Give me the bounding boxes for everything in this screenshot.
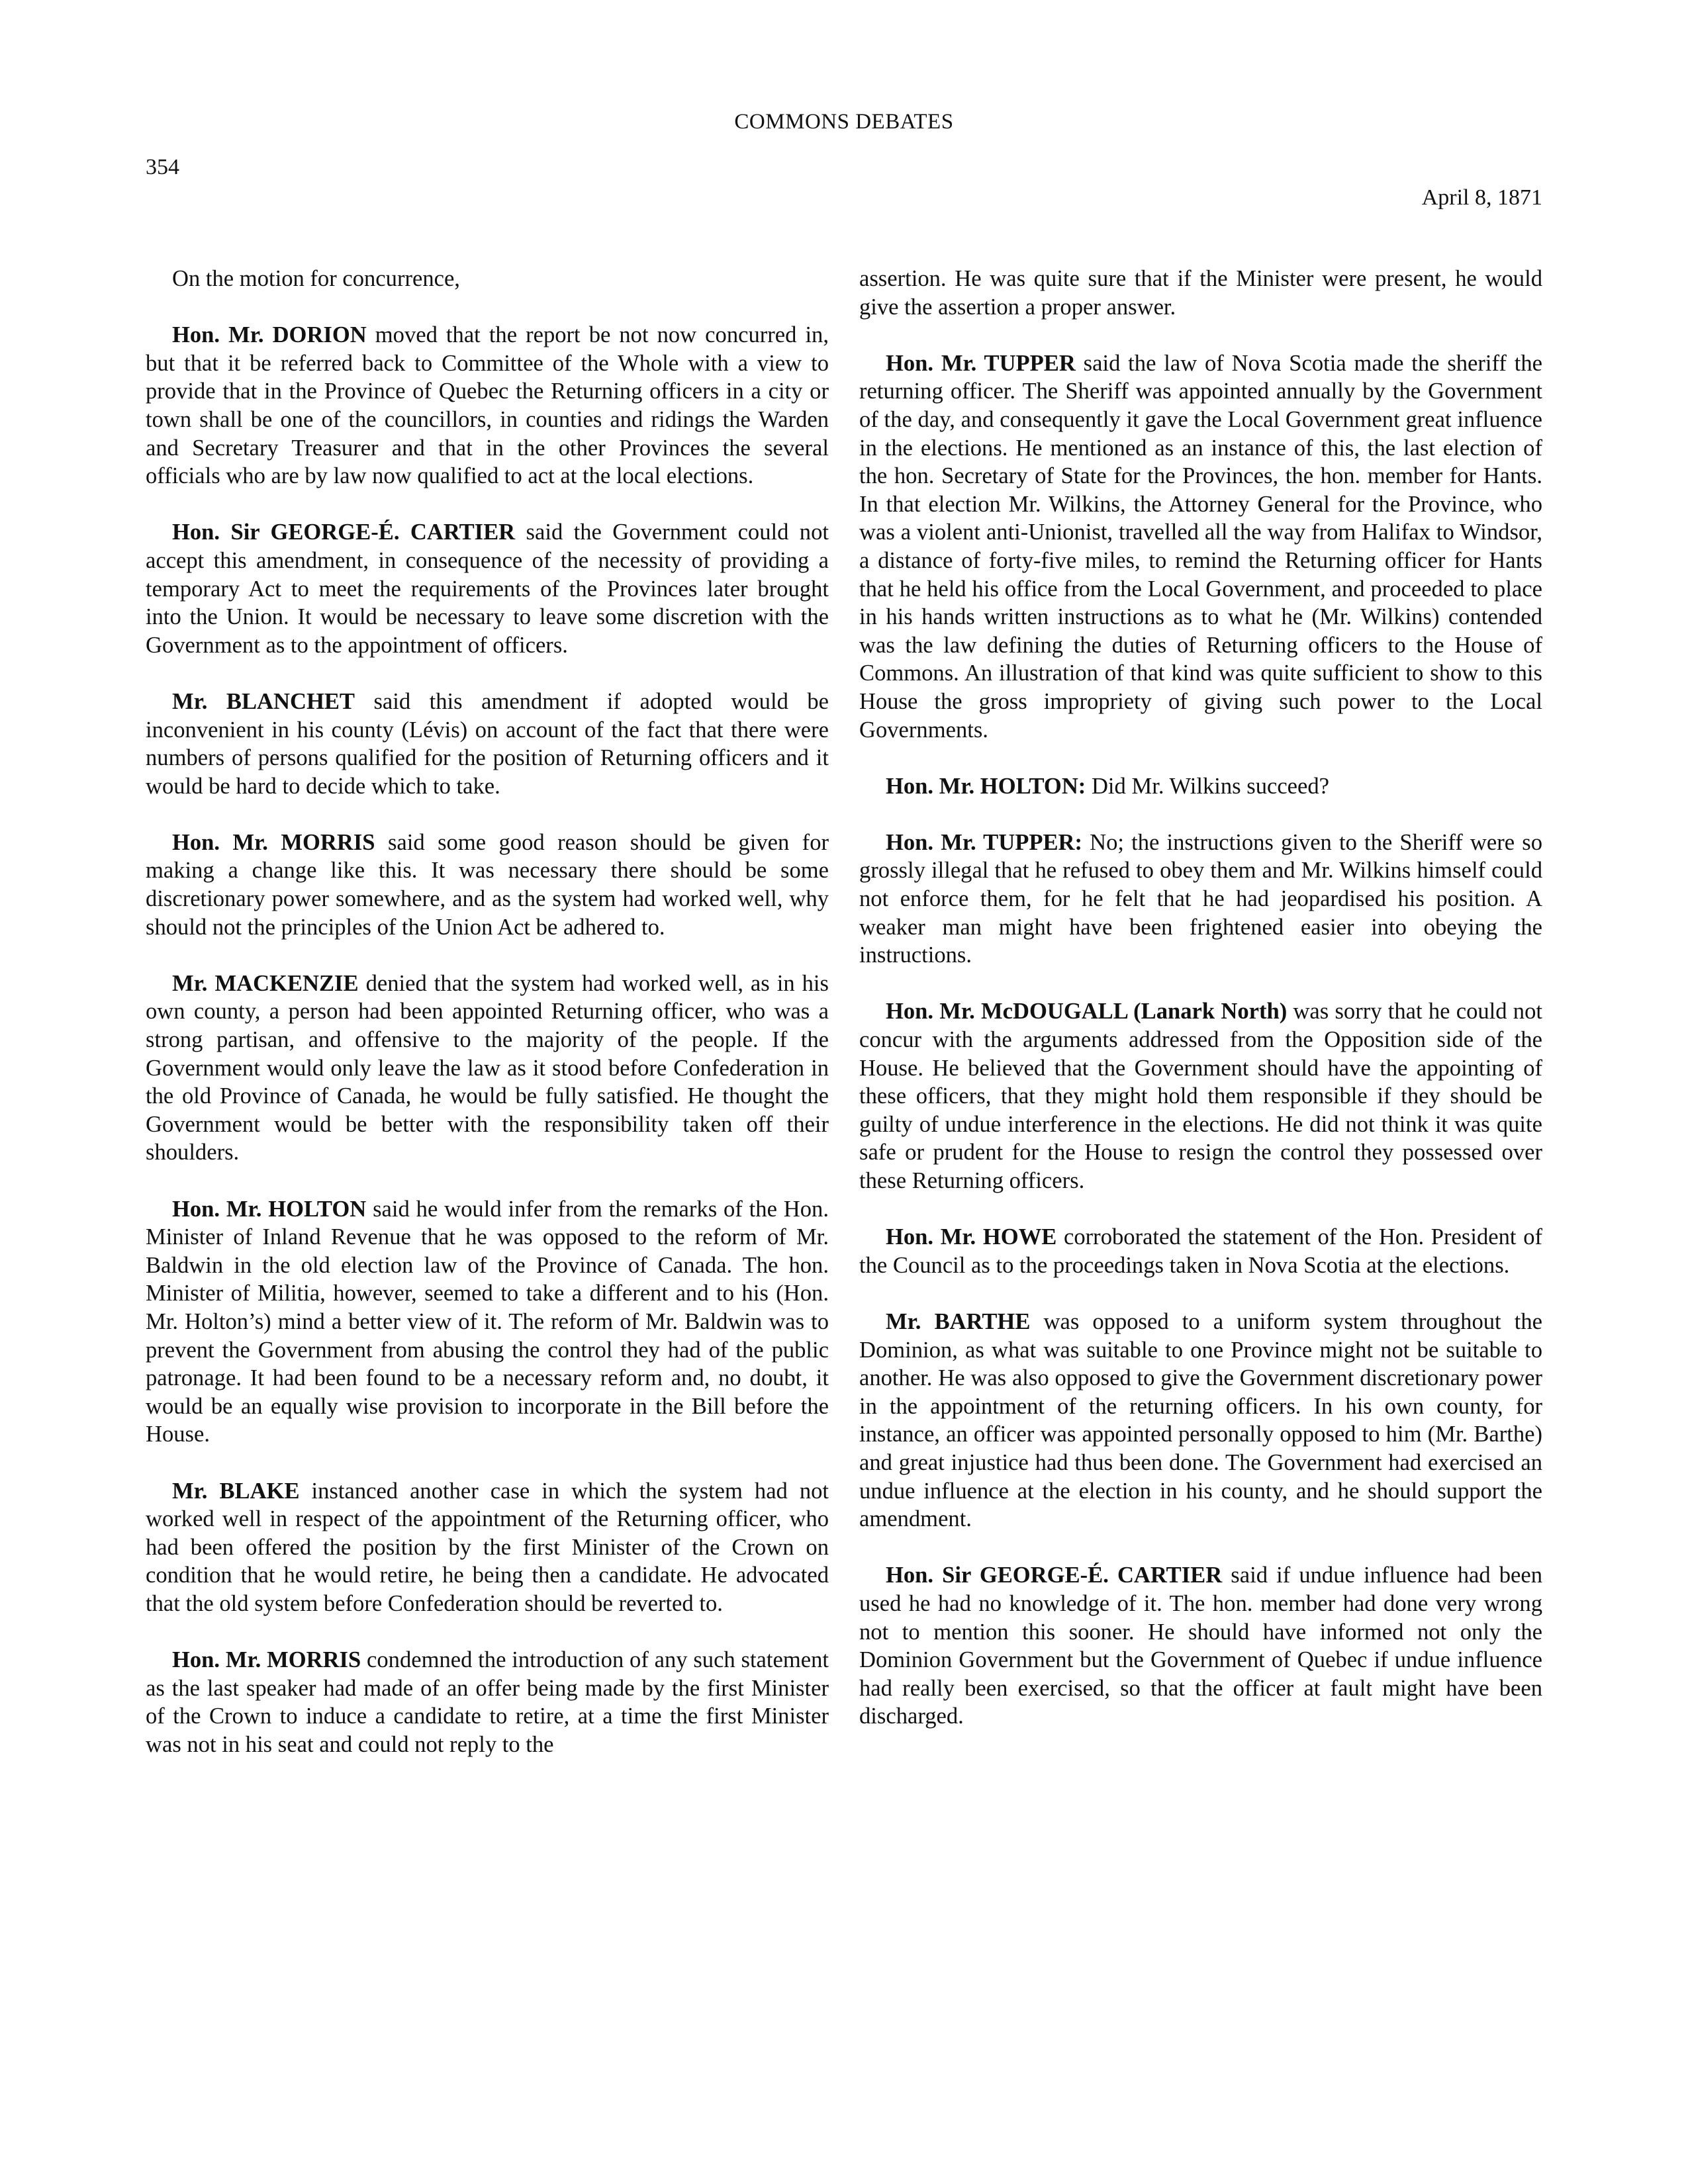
paragraph xyxy=(146,970,829,1167)
right-column xyxy=(859,265,1542,1758)
speaker-name: Hon. Sir GEORGE-É. CARTIER xyxy=(172,520,516,545)
speaker-name: Hon. Mr. MORRIS xyxy=(172,829,375,855)
speaker-name: Mr. BLAKE xyxy=(172,1478,300,1504)
page-date: April 8, 1871 xyxy=(1421,185,1542,210)
paragraph-text: Did Mr. Wilkins succeed? xyxy=(1086,773,1330,799)
speaker-name: Hon. Mr. HOLTON xyxy=(172,1196,367,1222)
paragraph xyxy=(146,518,829,659)
paragraph xyxy=(146,265,829,293)
paragraph xyxy=(859,829,1542,970)
paragraph-text: said he would infer from the remarks of the Hon. Minister of Inland Revenue that he was opposed to the reform of Mr. Baldwin in the old election law of the Province of Canada. The hon. Minister of Militia, however, seemed to take a different and to his (Hon. Mr. Holton’s) mind a better view of it. The reform of Mr. Baldwin was to prevent the Government from abusing the control they had of the public patronage. It had been found to be a necessary reform and, no doubt, it would be an equally wise provision to incorporate in the Bill before the House. xyxy=(146,1196,829,1447)
page-number: 354 xyxy=(146,155,179,179)
paragraph xyxy=(859,1223,1542,1279)
paragraph xyxy=(859,997,1542,1195)
paragraph-text: said the Government could not accept this amendment, in consequence of the necessity of providing a temporary Act to meet the requirements of the Provinces later brought into the Union. It would be necessary to leave some discretion with the Government as to the appointment of officers. xyxy=(146,520,829,658)
paragraph xyxy=(146,829,829,941)
paragraph xyxy=(146,688,829,800)
paragraph-text: instanced another case in which the system had not worked well in respect of the appointment of the Returning officer, who had been offered the position by the first Minister of the Crown on condition that he would retire, he being then a candidate. He advocated that the old system before Confederation should be reverted to. xyxy=(146,1478,829,1616)
paragraph-text: said the law of Nova Scotia made the sheriff the returning officer. The Sheriff was appointed annually by the Government of the day, and consequently it gave the Local Government great influence in the elections. He mentioned as an instance of this, the last election of the hon. Secretary of State for the Provinces, the hon. member for Hants. In that election Mr. Wilkins, the Attorney General for the Province, who was a violent anti-Unionist, travelled all the way from Halifax to Windsor, a distance of forty-five miles, to remind the Returning officer for Hants that he held his office from the Local Government, and proceeded to place in his hands written instructions as to what he (Mr. Wilkins) contended was the law defining the duties of Returning officers to the House of Commons. An illustration of that kind was quite sufficient to show to this House the gross impropriety of giving such power to the Local Governments. xyxy=(859,350,1542,743)
paragraph xyxy=(859,1561,1542,1731)
paragraph-text: said some good reason should be given for making a change like this. It was necessary there should be some discretionary power somewhere, and as the system had worked well, why should not the principles of the Union Act be adhered to. xyxy=(146,829,829,940)
speaker-name: Hon. Mr. MORRIS xyxy=(172,1647,361,1673)
paragraph xyxy=(146,1477,829,1618)
paragraph-text: said this amendment if adopted would be inconvenient in his county (Lévis) on account of the fact that there were numbers of persons qualified for the position of Returning officers and it would be hard to decide which to take. xyxy=(146,688,829,799)
paragraph-text: On the motion for concurrence, xyxy=(172,266,460,291)
speaker-name: Hon. Mr. TUPPER: xyxy=(886,829,1082,855)
speaker-name: Hon. Mr. HOLTON: xyxy=(886,773,1086,799)
paragraph-text: was opposed to a uniform system throughout the Dominion, as what was suitable to one Province might not be suitable to another. He was also opposed to give the Government discretionary power in the appointment of the returning officers. In his own county, for instance, an officer was appointed personally opposed to him (Mr. Barthe) and great injustice had thus been done. The Government had exercised an undue influence at the election in his county, and he should support the amendment. xyxy=(859,1308,1542,1532)
speaker-name: Hon. Mr. DORION xyxy=(172,322,367,348)
paragraph xyxy=(146,1646,829,1758)
paragraph-text: condemned the introduction of any such statement as the last speaker had made of an offer being made by the first Minister of the Crown to induce a candidate to retire, at a time the first Minister was not in his seat and could not reply to the xyxy=(146,1647,829,1757)
speaker-name: Hon. Sir GEORGE-É. CARTIER xyxy=(886,1563,1223,1588)
paragraph-continued xyxy=(859,265,1542,321)
paragraph-text: said if undue influence had been used he had no knowledge of it. The hon. member had done very wrong not to mention this sooner. He should have informed not only the Dominion Government but the Government of Quebec if undue influence had really been exercised, so that the officer at fault might have been discharged. xyxy=(859,1563,1542,1729)
paragraph-text: moved that the report be not now concurred in, but that it be referred back to Committee of the Whole with a view to provide that in the Province of Quebec the Returning officers in a city or town shall be one of the councillors, in counties and ridings the Warden and Secretary Treasurer and that in the other Provinces the several officials who are by law now qualified to act at the local elections. xyxy=(146,322,829,489)
paragraph-text: denied that the system had worked well, as in his own county, a person had been appointed Returning officer, who was a strong partisan, and offensive to the majority of the people. If the Government would only leave the law as it stood before Confederation in the old Province of Canada, he would be fully satisfied. He thought the Government would be better with the responsibility taken off their shoulders. xyxy=(146,970,829,1165)
paragraph-text: No; the instructions given to the Sheriff were so grossly illegal that he refused to obey them and Mr. Wilkins himself could not enforce them, for he felt that he had jeopardised his position. A weaker man might have been frightened easier into obeying the instructions. xyxy=(859,829,1542,968)
speaker-name: Mr. BARTHE xyxy=(886,1308,1031,1334)
speaker-name: Mr. BLANCHET xyxy=(172,688,355,714)
paragraph-text: corroborated the statement of the Hon. President of the Council as to the proceedings taken in Nova Scotia at the elections. xyxy=(859,1224,1542,1278)
speaker-name: Hon. Mr. TUPPER xyxy=(886,350,1076,376)
paragraph xyxy=(146,1195,829,1449)
paragraph xyxy=(859,1308,1542,1533)
speaker-name: Mr. MACKENZIE xyxy=(172,970,359,996)
paragraph-text: was sorry that he could not concur with the arguments addressed from the Opposition side of the House. He believed that the Government should have the appointing of these officers, that they might hold them responsible if they should be guilty of undue interference in the elections. He did not think it was quite safe or prudent for the House to resign the control they possessed over these Returning officers. xyxy=(859,999,1542,1193)
left-column xyxy=(146,265,829,1787)
running-title: COMMONS DEBATES xyxy=(734,110,954,134)
paragraph xyxy=(859,772,1542,801)
speaker-name: Hon. Mr. HOWE xyxy=(886,1224,1057,1250)
paragraph-text: assertion. He was quite sure that if the Minister were present, he would give the assertion a proper answer. xyxy=(859,266,1542,320)
paragraph xyxy=(146,321,829,490)
speaker-name: Hon. Mr. McDOUGALL (Lanark North) xyxy=(886,999,1288,1024)
paragraph xyxy=(859,349,1542,744)
